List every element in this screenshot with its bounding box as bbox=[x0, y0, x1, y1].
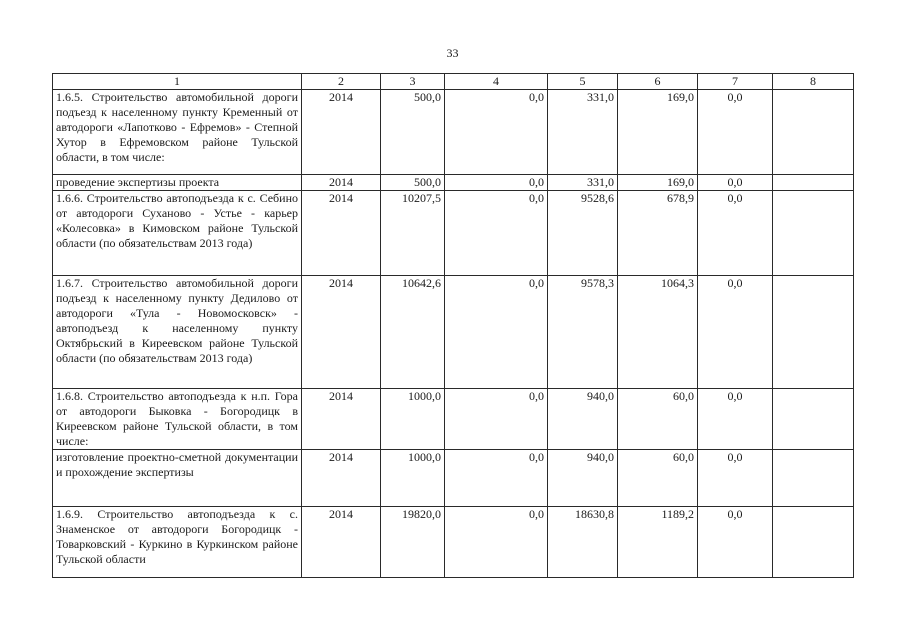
budget-table bbox=[52, 73, 854, 578]
row-col7: 0,0 bbox=[698, 450, 773, 507]
row-total: 10207,5 bbox=[381, 191, 445, 276]
column-header: 7 bbox=[698, 74, 773, 90]
row-col4: 0,0 bbox=[445, 276, 548, 389]
row-year: 2014 bbox=[302, 191, 381, 276]
row-col6: 169,0 bbox=[618, 90, 698, 175]
table-row bbox=[53, 389, 854, 450]
row-col8 bbox=[773, 450, 854, 507]
row-year: 2014 bbox=[302, 389, 381, 450]
row-col8 bbox=[773, 90, 854, 175]
row-col6: 1064,3 bbox=[618, 276, 698, 389]
table-row bbox=[53, 191, 854, 276]
table-row bbox=[53, 175, 854, 191]
row-col5: 9578,3 bbox=[548, 276, 618, 389]
row-col4: 0,0 bbox=[445, 450, 548, 507]
row-col5: 331,0 bbox=[548, 175, 618, 191]
row-name: 1.6.8. Строительство автоподъезда к н.п. Гора от автодороги Быковка - Богородицк в Киреевском районе Тульской области, в том числе: bbox=[53, 389, 302, 450]
row-name: 1.6.7. Строительство автомобильной дороги подъезд к населенному пункту Дедилово от автодороги «Тула - Новомосковск» - автоподъезд к населенному пункту Октябрьский в Киреевском районе Тульской области (по обязательствам 2013 года) bbox=[53, 276, 302, 389]
row-name: 1.6.5. Строительство автомобильной дороги подъезд к населенному пункту Кременный от автодороги «Лапотково - Ефремов» - Степной Хутор в Ефремовском районе Тульской области, в том числе: bbox=[53, 90, 302, 175]
row-col4: 0,0 bbox=[445, 90, 548, 175]
row-col4: 0,0 bbox=[445, 175, 548, 191]
row-col7: 0,0 bbox=[698, 276, 773, 389]
table-row bbox=[53, 90, 854, 175]
row-col8 bbox=[773, 191, 854, 276]
row-year: 2014 bbox=[302, 175, 381, 191]
row-year: 2014 bbox=[302, 276, 381, 389]
row-col6: 169,0 bbox=[618, 175, 698, 191]
row-col6: 60,0 bbox=[618, 389, 698, 450]
column-header: 6 bbox=[618, 74, 698, 90]
row-name: 1.6.9. Строительство автоподъезда к с. Знаменское от автодороги Богородицк - Товарковский - Куркино в Куркинском районе Тульской области bbox=[53, 507, 302, 578]
table-row bbox=[53, 507, 854, 578]
row-total: 19820,0 bbox=[381, 507, 445, 578]
row-total: 1000,0 bbox=[381, 389, 445, 450]
column-header: 2 bbox=[302, 74, 381, 90]
table-row bbox=[53, 276, 854, 389]
row-col5: 9528,6 bbox=[548, 191, 618, 276]
row-col6: 1189,2 bbox=[618, 507, 698, 578]
row-year: 2014 bbox=[302, 450, 381, 507]
row-col5: 331,0 bbox=[548, 90, 618, 175]
row-name: изготовление проектно-сметной документации и прохождение экспертизы bbox=[53, 450, 302, 507]
row-name: проведение экспертизы проекта bbox=[53, 175, 302, 191]
row-col4: 0,0 bbox=[445, 191, 548, 276]
column-header: 8 bbox=[773, 74, 854, 90]
page-number: 33 bbox=[446, 46, 459, 60]
row-col4: 0,0 bbox=[445, 389, 548, 450]
table-row bbox=[53, 450, 854, 507]
row-col7: 0,0 bbox=[698, 389, 773, 450]
row-col5: 18630,8 bbox=[548, 507, 618, 578]
row-col6: 60,0 bbox=[618, 450, 698, 507]
row-name: 1.6.6. Строительство автоподъезда к с. Себино от автодороги Суханово - Устье - карьер «Колесовка» в Кимовском районе Тульской области (по обязательствам 2013 года) bbox=[53, 191, 302, 276]
header-row bbox=[53, 74, 854, 90]
row-col7: 0,0 bbox=[698, 90, 773, 175]
row-col4: 0,0 bbox=[445, 507, 548, 578]
row-year: 2014 bbox=[302, 90, 381, 175]
row-col5: 940,0 bbox=[548, 389, 618, 450]
row-col6: 678,9 bbox=[618, 191, 698, 276]
row-total: 10642,6 bbox=[381, 276, 445, 389]
row-col5: 940,0 bbox=[548, 450, 618, 507]
row-year: 2014 bbox=[302, 507, 381, 578]
row-col8 bbox=[773, 389, 854, 450]
row-col8 bbox=[773, 276, 854, 389]
row-col7: 0,0 bbox=[698, 175, 773, 191]
row-col8 bbox=[773, 507, 854, 578]
row-total: 500,0 bbox=[381, 175, 445, 191]
column-header: 1 bbox=[53, 74, 302, 90]
row-col7: 0,0 bbox=[698, 507, 773, 578]
row-total: 500,0 bbox=[381, 90, 445, 175]
row-col7: 0,0 bbox=[698, 191, 773, 276]
column-header: 4 bbox=[445, 74, 548, 90]
column-header: 3 bbox=[381, 74, 445, 90]
column-header: 5 bbox=[548, 74, 618, 90]
row-col8 bbox=[773, 175, 854, 191]
row-total: 1000,0 bbox=[381, 450, 445, 507]
